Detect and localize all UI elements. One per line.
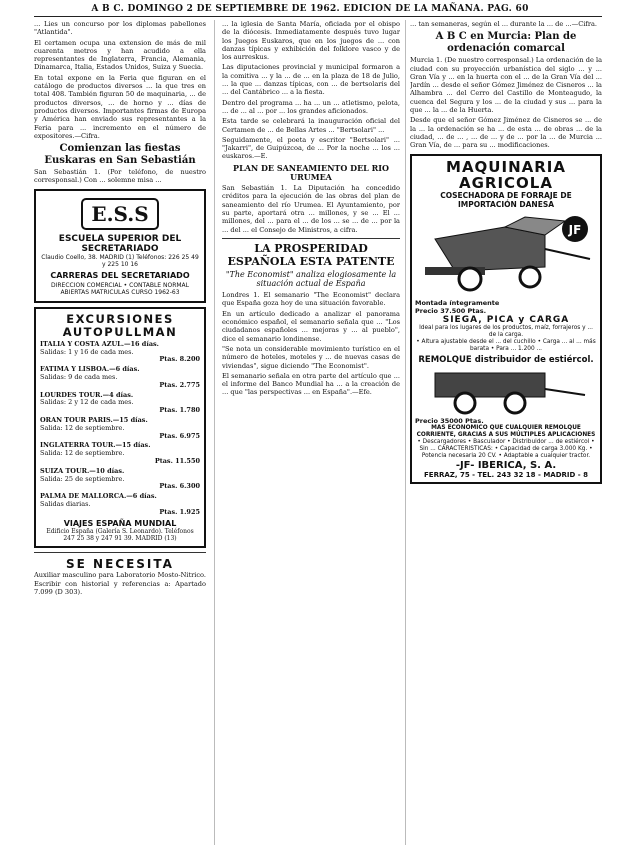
ad-description: Ideal para los lugares de los productos, maíz, forrajeros y ... de la carga. — [419, 324, 593, 338]
article-text: Esta tarde se celebrará la inauguración oficial del Certamen de ... de Bellas Artes ... "Bertsolari" ... — [222, 117, 400, 134]
tour-detail: Salida: 12 de septiembre. — [40, 449, 125, 458]
ess-lines: DIRECCION COMERCIAL • CONTABLE NORMAL — [51, 281, 189, 289]
article-text: San Sebastián 1. (Por teléfono, de nuestro corresponsal.) Con ... solemne misa ... — [34, 168, 206, 185]
tour-item — [40, 468, 200, 491]
tour-price: Ptas. 1.780 — [159, 406, 200, 415]
article-text: El certamen ocupa una extension de más de mil cuarenta metros y han acudido a ella representantes de Inglaterra, Francia, Alemania, Dinamarca, Italia, Estados Unidos, Suiza y Suecia. — [34, 38, 206, 72]
article-text: "Se nota un considerable movimiento turístico en el número de hoteles, moteles y ... de nuevas casas de viviendas", sigue diciendo "The Economist". — [222, 344, 400, 370]
article-text: ... Lies un concurso por los diplomas pabellones "Atlantida". — [34, 20, 206, 37]
tour-name: SUIZA TOUR.—10 días. — [40, 466, 125, 475]
tour-price: Ptas. 8.200 — [159, 355, 200, 364]
article-text: Las diputaciones provincial y municipal formaron a la comitiva ... y la ... de ... en la plaza de 18 de Julio, ... la que ... danzas típicas, con ... de bertsolaris del ... del Cantábrico ... a la fiesta. — [222, 63, 400, 97]
tour-name: ITALIA Y COSTA AZUL.—16 días. — [40, 339, 159, 348]
tour-item — [40, 341, 200, 364]
tour-item — [40, 493, 200, 516]
article-text: El semanario señala en otra parte del artículo que ... el informe del Banco Mundial ha ... a la creación de ... que "las perspectivas ... en España".—Efe. — [222, 371, 400, 397]
tour-name: INGLATERRA TOUR.—15 días. — [40, 441, 151, 450]
column-1 — [34, 20, 206, 847]
trailer-illustration-icon — [415, 365, 597, 417]
agency-name: VIAJES ESPAÑA MUNDIAL — [63, 519, 177, 529]
ad-product: COSECHADORA DE FORRAJE DE IMPORTACIÓN DANESA — [440, 190, 572, 209]
ess-logo-icon — [80, 197, 160, 231]
tour-price: Ptas. 6.975 — [159, 431, 200, 440]
brand-badge-text: JF — [568, 222, 582, 237]
tour-price: Ptas. 2.775 — [159, 380, 200, 389]
headline-murcia: A B C en Murcia: Plan de ordenación comarcal — [435, 31, 577, 54]
tours-title: EXCURSIONES AUTOPULLMAN — [62, 311, 178, 339]
headline-prosperidad: LA PROSPERIDAD ESPAÑOLA ESTA PATENTE — [227, 241, 395, 268]
tour-price: Ptas. 11.550 — [154, 456, 200, 465]
tour-detail: Salidas: 2 y 12 de cada mes. — [40, 398, 134, 407]
remolque-note: MAS ECONOMICO QUE CUALQUIER REMOLQUE CORRIENTE, GRACIAS A SUS MÚLTIPLES APLICACIONES — [416, 424, 596, 438]
tour-detail: Salidas: 9 de cada mes. — [40, 372, 118, 381]
tour-name: ORAN TOUR PARIS.—15 días. — [40, 415, 148, 424]
ad-title: MAQUINARIA AGRICOLA — [446, 157, 566, 192]
ad-bullets: • Altura ajustable desde el ... del cuchillo • Carga ... al ... más barata • Para ... 1.200 ... — [416, 338, 596, 352]
page-header: A B C. DOMINGO 2 DE SEPTIEMBRE DE 1962. EDICION DE LA MAÑANA. PAG. 60 — [91, 4, 529, 14]
agency-address: Edificio España (Galería S. Leonardo). Teléfonos 247 25 38 y 247 91 39. MADRID (13) — [46, 528, 194, 543]
divider — [34, 552, 206, 553]
column-divider — [214, 20, 215, 845]
column-2 — [222, 20, 400, 847]
article-text: Seguidamente, el poeta y escritor "Bertsolari" ... "Jakarri", de Guipúzcoa, de ... Por la noche ... los ... euskaros.—E. — [222, 135, 400, 161]
ess-carreras: CARRERAS DEL SECRETARIADO — [50, 270, 190, 280]
tour-name: PALMA DE MALLORCA.—6 días. — [40, 492, 157, 501]
tour-name: LOURDES TOUR.—4 días. — [40, 390, 134, 399]
ad-slogan: SIEGA, PICA y CARGA — [442, 314, 570, 325]
tour-item — [40, 366, 200, 389]
harvester-illustration-icon — [415, 209, 597, 299]
ess-logo-text: E.S.S — [91, 201, 149, 226]
remolque-title: REMOLQUE distribuidor de estiércol. — [418, 354, 594, 365]
ad-note: Montada íntegramente — [415, 298, 500, 307]
ess-advertisement — [34, 189, 206, 303]
tour-item — [40, 417, 200, 440]
article-text: Desde que el señor Gómez Jiménez de Cisneros se ... de la ... la ordenación se ha ... de esta ... de obras ... de la ciudad, ... de ... , ... de ... y de ... por la ... de Murcia ... Gran Vía, de ... para su ... modificaciones. — [410, 116, 602, 150]
company-address: FERRAZ, 75 - TEL. 243 32 18 - MADRID - 8 — [424, 470, 588, 479]
maquinaria-advertisement — [410, 154, 602, 484]
tours-advertisement — [34, 307, 206, 549]
article-text: ... tan semaneras, según el ... durante la ... de ...—Cifra. — [410, 20, 598, 28]
tour-name: FATIMA Y LISBOA.—6 días. — [40, 365, 140, 374]
header-rule — [34, 16, 602, 17]
ess-title: ESCUELA SUPERIOR DEL SECRETARIADO — [58, 233, 182, 254]
article-text: ... la iglesia de Santa María, oficiada por el obispo de la diócesis. Inmediatamente después tuvo lugar los Juegos Euskaros, que en los juegos de ... con danzas típicas y exhibición del folklore vasco y de los aurreskus. — [222, 20, 400, 62]
tour-price: Ptas. 6.300 — [159, 482, 200, 491]
article-text: Dentro del programa ... ha ... un ... atletismo, pelota, ... de ... al ... por ... los grandes aficionados. — [222, 98, 400, 115]
divider — [222, 238, 400, 239]
tour-price: Ptas. 1.925 — [159, 507, 200, 516]
tour-detail: Salida: 25 de septiembre. — [40, 474, 125, 483]
column-divider — [405, 20, 406, 845]
se-necesita-heading: SE NECESITA — [66, 557, 174, 572]
ad-price: Precio 37.500 Ptas. — [415, 306, 487, 315]
column-3 — [410, 20, 602, 847]
tour-detail: Salidas: 1 y 16 de cada mes. — [40, 347, 134, 356]
ess-matricula: ABIERTAS MATRICULAS CURSO 1962-63 — [60, 289, 180, 297]
subheadline-economist: "The Economist" analiza elogiosamente la situación actual de España — [225, 270, 397, 289]
remolque-specs: • Descargadores • Basculador • Distribuidor ... de estiércol • Sin ... CARACTERISTICAS: • Capacidad de carga 3.000 Kg. • Potencia necesaria 20 CV. • Adaptable a cualquier tractor. — [417, 438, 595, 459]
classified-text: Auxiliar masculino para Laboratorio Mosto-Nitrico. Escribir con historial y referencias a: Apartado 7.099 (D 303). — [34, 571, 206, 597]
headline-saneamiento: PLAN DE SANEAMIENTO DEL RIO URUMEA — [233, 162, 389, 182]
article-text: Murcia 1. (De nuestro corresponsal.) La ordenación de la ciudad con su proyección urbanística del siglo ... y ... Gran Vía y ... en la huerta con el ... de la Gran Vía del ... Jardín ... desde el señor Gómez Jiménez de Cisneros ... la Alhambra ... del Cerro del Castillo de Monteagudo, la cuenca del Segura y los ... de la ciudad y sus ... para la que ... la ... de la Huerta. — [410, 56, 602, 115]
article-text: San Sebastián 1. La Diputación ha concedido créditos para la ejecución de las obras del plan de saneamiento del río Urumea. El Ayuntamiento, por su parte, aportará otra ... millones, y se ... El ... millones, del ... para el ... de los ... se ... de ... por la ... del ... el Consejo de Ministros, a cifra. — [222, 184, 400, 234]
company-name: -JF- IBERICA, S. A. — [455, 459, 557, 471]
tour-item — [40, 392, 200, 415]
tour-list — [40, 341, 200, 517]
tour-detail: Salida: 12 de septiembre. — [40, 423, 125, 432]
tour-detail: Salidas diarias. — [40, 499, 91, 508]
article-text: En un artículo dedicado a analizar el panorama económico español, el semanario señala que ... "Los ciudadanos españoles ... mejoras y ... al pueblo", dice el semanario londinense. — [222, 309, 400, 343]
tour-item — [40, 442, 200, 465]
article-text: Londres 1. El semanario "The Economist" declara que España goza hoy de una situación favorable. — [222, 291, 400, 308]
remolque-price: Precio 35000 Ptas. — [415, 416, 484, 425]
article-text: En total expone en la Feria que figuran en el catálogo de productos diversos ... la que tres en total 408. También figuran 50 de maquinaria, ... de productos diversos, ... de horno y ... días de productos diversos. Importantes firmas de Europa y América han enviado sus representantes a la Feria para ... incremento en el número de expositores.—Cifra. — [34, 73, 206, 140]
ess-address: Claudio Coello, 38. MADRID (1) Teléfonos: 226 25 49 y 225 10 16 — [41, 253, 199, 269]
headline-fiestas-euskaras: Comienzan las fiestas Euskaras en San Sebastián — [44, 143, 196, 166]
